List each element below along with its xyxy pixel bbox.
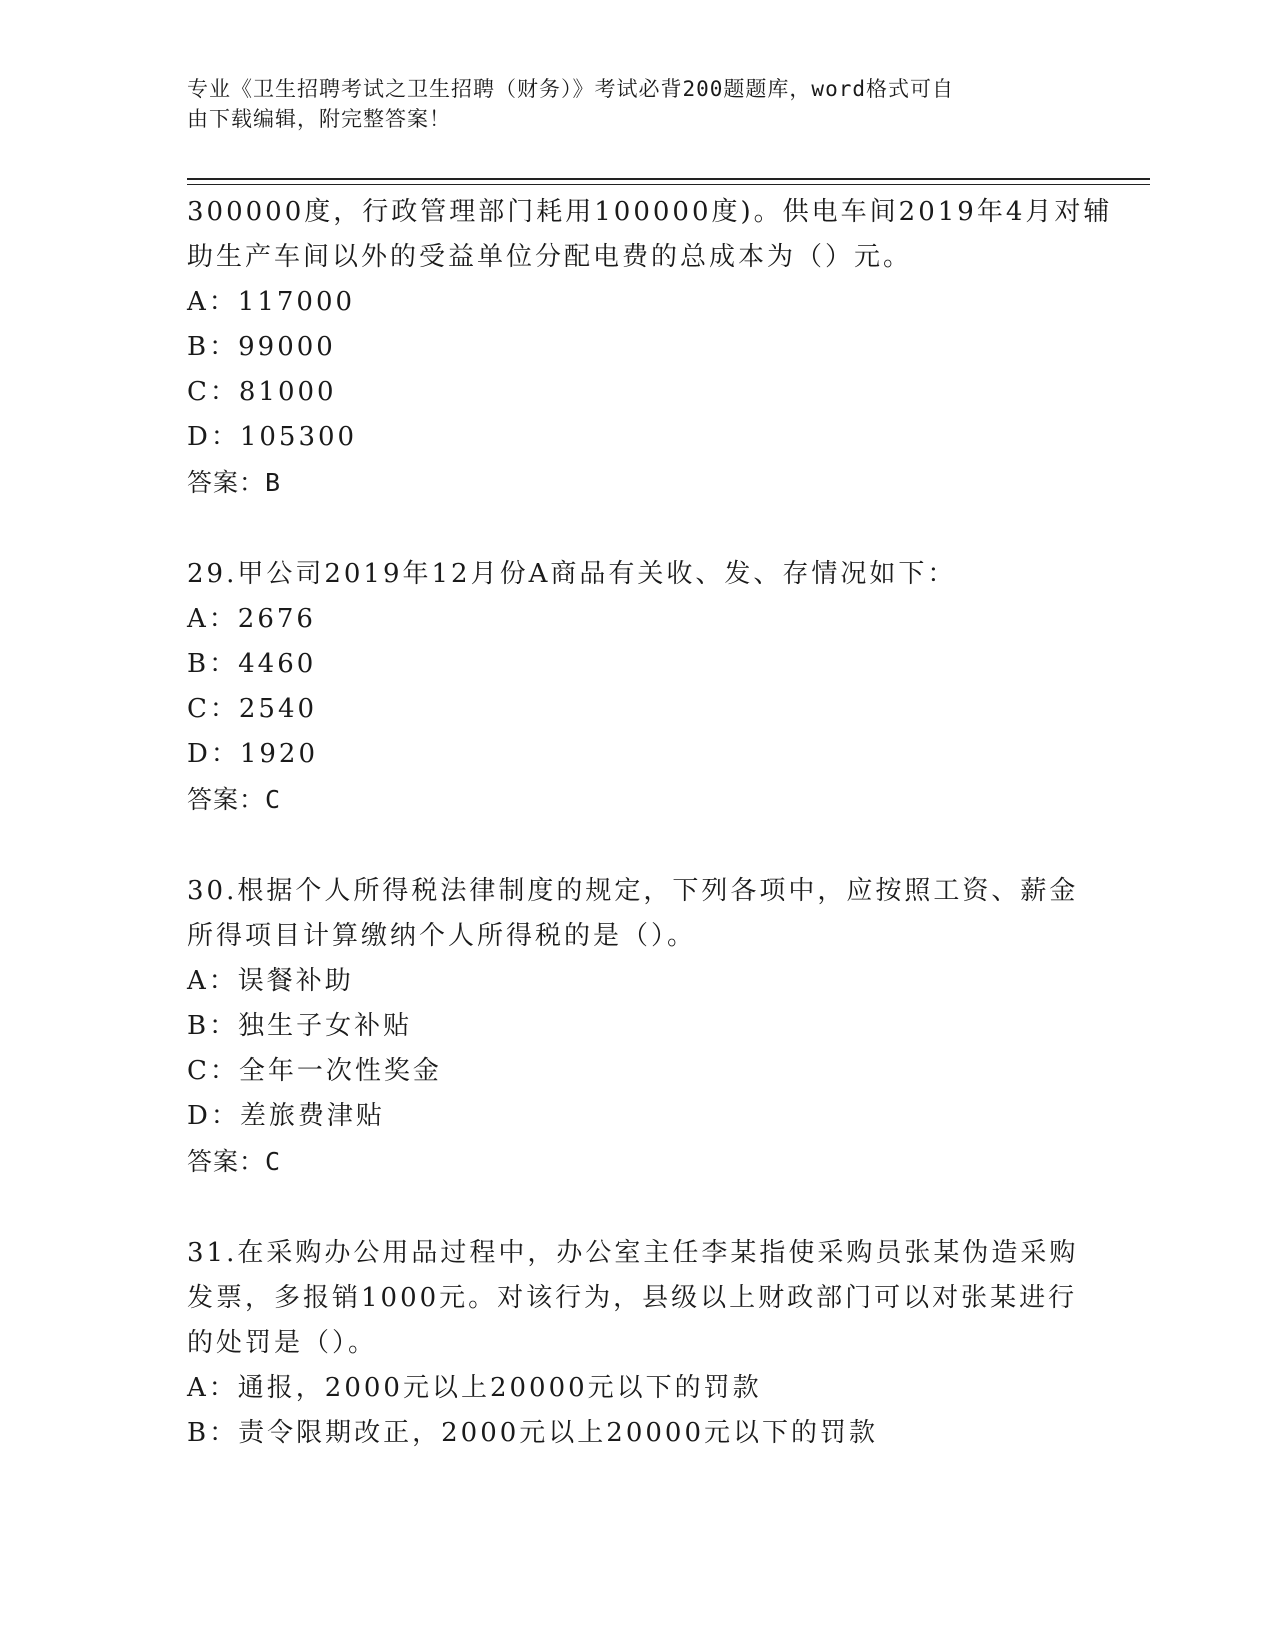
- question-list: [187, 190, 1113, 1456]
- option-c: C：全年一次性奖金: [187, 1056, 442, 1086]
- document-header: [187, 74, 1067, 134]
- option-a: A：误餐补助: [187, 966, 354, 996]
- question-stem: 的处罚是（）。: [187, 1328, 378, 1358]
- option-c: C：81000: [187, 377, 337, 407]
- option-a: A：117000: [187, 287, 356, 317]
- question-stem-continued: 300000度，行政管理部门耗用100000度)。供电车间2019年4月对辅: [187, 197, 1113, 227]
- header-line-1: 专业《卫生招聘考试之卫生招聘（财务）》考试必背200题题库，word格式可自: [187, 77, 954, 101]
- question-stem: 30.根据个人所得税法律制度的规定，下列各项中，应按照工资、薪金: [187, 876, 1079, 906]
- option-c: C：2540: [187, 694, 318, 724]
- question-stem: 31.在采购办公用品过程中，办公室主任李某指使采购员张某伪造采购: [187, 1238, 1079, 1268]
- question-28: [187, 190, 1113, 505]
- option-d: D：差旅费津贴: [187, 1101, 385, 1131]
- answer-line: 答案：B: [187, 468, 282, 497]
- option-b: B：责令限期改正，2000元以上20000元以下的罚款: [187, 1418, 878, 1448]
- option-d: D：105300: [187, 422, 358, 452]
- option-a: A：通报，2000元以上20000元以下的罚款: [187, 1373, 762, 1403]
- option-b: B：99000: [187, 332, 336, 362]
- question-29: [187, 552, 1087, 822]
- option-b: B：4460: [187, 649, 317, 679]
- option-d: D：1920: [187, 739, 319, 769]
- question-stem: 29.甲公司2019年12月份A商品有关收、发、存情况如下：: [187, 559, 957, 589]
- answer-line: 答案：C: [187, 785, 282, 814]
- question-stem: 所得项目计算缴纳个人所得税的是（）。: [187, 921, 697, 951]
- header-divider-thick: [187, 178, 1150, 180]
- option-b: B：独生子女补贴: [187, 1011, 413, 1041]
- question-stem-continued: 助生产车间以外的受益单位分配电费的总成本为（）元。: [187, 242, 913, 272]
- question-31: [187, 1231, 1087, 1456]
- option-a: A：2676: [187, 604, 316, 634]
- question-30: [187, 869, 1087, 1184]
- answer-line: 答案：C: [187, 1147, 282, 1176]
- header-divider-thin: [187, 184, 1150, 185]
- question-stem: 发票，多报销1000元。对该行为，县级以上财政部门可以对张某进行: [187, 1283, 1078, 1313]
- header-line-2: 由下载编辑，附完整答案！: [187, 107, 451, 131]
